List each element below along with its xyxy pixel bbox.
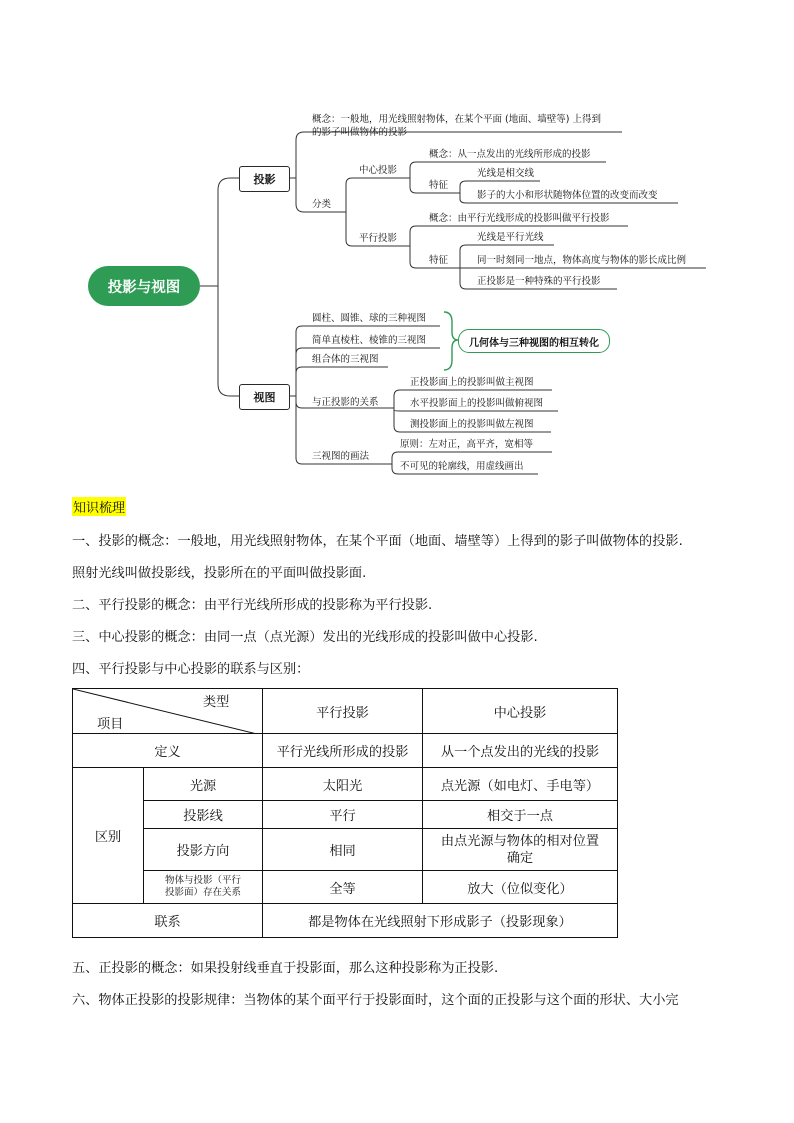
paragraph-2: 二、平行投影的概念：由平行光线所形成的投影称为平行投影. — [72, 598, 433, 613]
row-def-label: 定义 — [73, 734, 263, 768]
parallel-feature-item: 光线是平行光线 — [477, 232, 544, 243]
row-dir-center — [423, 829, 618, 871]
row-source-center: 点光源（如电灯、手电等） — [423, 768, 618, 801]
method-item: 原则：左对正，高平齐，宽相等 — [400, 439, 534, 450]
shitu-item: 组合体的三视图 — [312, 354, 379, 365]
relation-item: 正投影面上的投影叫做主视图 — [410, 377, 534, 388]
row-dir-label: 投影方向 — [144, 829, 263, 871]
row-line-center: 相交于一点 — [423, 801, 618, 829]
row-dir-parallel: 相同 — [263, 829, 423, 871]
mind-map — [0, 0, 794, 500]
row-def-parallel: 平行光线所形成的投影 — [263, 734, 423, 768]
parallel-feature-item: 同一时刻同一地点，物体高度与物体的影长成比例 — [477, 255, 687, 266]
paragraph-1b: 照射光线叫做投影线，投影所在的平面叫做投影面. — [72, 566, 367, 581]
node-relation: 与正投影的关系 — [312, 397, 379, 408]
mind-map-lines — [0, 0, 794, 500]
node-shitu: 视图 — [239, 384, 290, 410]
section-title: 知识梳理 — [72, 497, 126, 516]
row-source-label: 光源 — [144, 768, 263, 801]
row-rel-label-line2: 投影面）存在关系 — [164, 887, 241, 898]
shitu-item: 简单直棱柱、棱锥的三视图 — [312, 335, 427, 346]
shitu-item: 圆柱、圆锥、球的三种视图 — [312, 313, 427, 324]
row-link-label: 联系 — [73, 904, 263, 938]
header-center: 中心投影 — [423, 689, 618, 734]
node-fenlei: 分类 — [312, 199, 332, 210]
row-link-value: 都是物体在光线照射下形成影子（投影现象） — [263, 904, 618, 938]
paragraph-3: 三、中心投影的概念：由同一点（点光源）发出的光线形成的投影叫做中心投影. — [72, 630, 538, 645]
parallel-concept: 概念：由平行光线形成的投影叫做平行投影 — [429, 213, 610, 224]
relation-item: 水平投影面上的投影叫做俯视图 — [410, 398, 544, 409]
row-source-parallel: 太阳光 — [263, 768, 423, 801]
paragraph-6: 六、物体正投影的投影规律：当物体的某个面平行于投影面时，这个面的正投影与这个面的形状、大小完 — [72, 993, 679, 1008]
node-touying: 投影 — [239, 166, 290, 192]
row-line-parallel: 平行 — [263, 801, 423, 829]
header-parallel: 平行投影 — [263, 689, 423, 734]
parallel-feature: 特征 — [429, 255, 449, 266]
parallel-feature-item: 正投影是一种特殊的平行投影 — [477, 276, 601, 287]
paragraph-5: 五、正投影的概念：如果投射线垂直于投影面，那么这种投影称为正投影. — [72, 961, 499, 976]
group-label: 区别 — [73, 768, 144, 904]
row-rel-center: 放大（位似变化） — [423, 871, 618, 904]
center-concept: 概念：从一点发出的光线所形成的投影 — [429, 149, 591, 160]
root-node: 投影与视图 — [88, 266, 200, 306]
paragraph-4: 四、平行投影与中心投影的联系与区别： — [72, 662, 310, 677]
table-corner-cell — [73, 689, 263, 734]
touying-concept-line1: 概念：一般地，用光线照射物体，在某个平面 (地面、墙壁等) 上得到 — [312, 114, 601, 125]
row-rel-parallel: 全等 — [263, 871, 423, 904]
center-feature-item: 光线是相交线 — [477, 168, 535, 179]
row-line-label: 投影线 — [144, 801, 263, 829]
node-center-projection: 中心投影 — [359, 165, 398, 176]
node-method: 三视图的画法 — [312, 451, 370, 462]
comparison-table — [72, 688, 618, 938]
row-dir-center-line1: 由点光源与物体的相对位置 — [440, 833, 600, 849]
touying-concept-line2: 的影子叫做物体的投影 — [312, 127, 408, 138]
paragraph-1a: 一、投影的概念：一般地，用光线照射物体，在某个平面（地面、墙壁等）上得到的影子叫做物体的投影. — [72, 534, 683, 549]
row-rel-label-line1: 物体与投影（平行 — [164, 875, 241, 886]
center-feature: 特征 — [429, 180, 449, 191]
row-dir-center-line2: 确定 — [506, 850, 534, 866]
row-rel-label — [144, 871, 263, 904]
relation-item: 测投影面上的投影叫做左视图 — [410, 419, 534, 430]
header-item: 项目 — [97, 717, 124, 732]
conversion-node: 几何体与三种视图的相互转化 — [458, 329, 610, 353]
center-feature-item: 影子的大小和形状随物体位置的改变而改变 — [477, 190, 658, 201]
method-item: 不可见的轮廓线，用虚线画出 — [400, 461, 524, 472]
row-def-center: 从一个点发出的光线的投影 — [423, 734, 618, 768]
header-type: 类型 — [203, 695, 230, 710]
node-parallel-projection: 平行投影 — [359, 233, 398, 244]
